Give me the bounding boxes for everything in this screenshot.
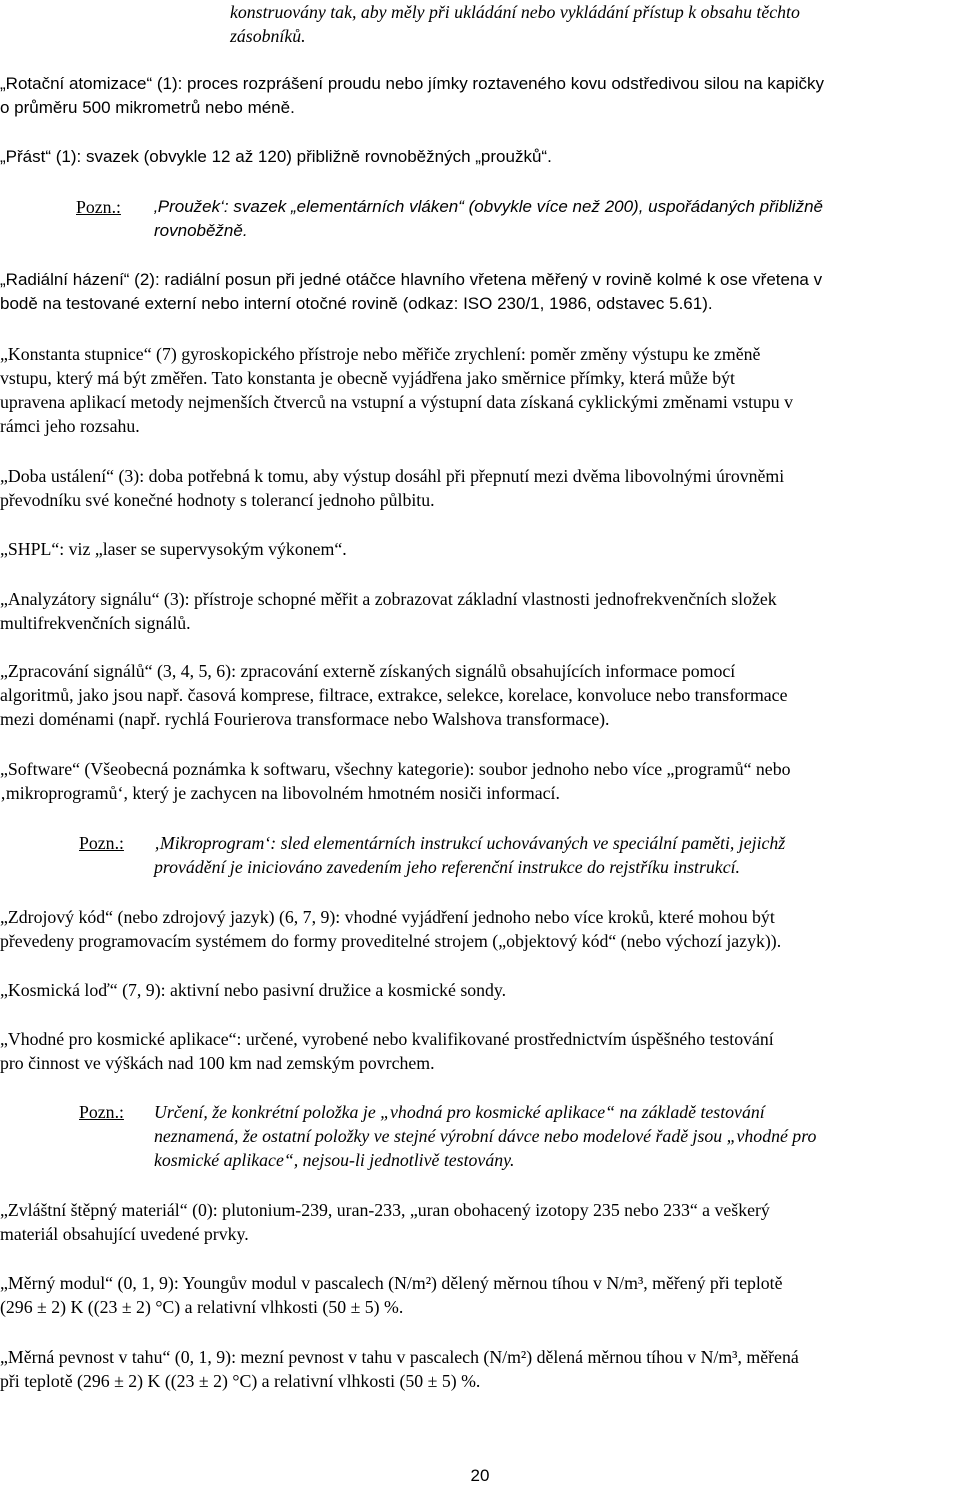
definition-zdrojovy-kod: „Zdrojový kód“ (nebo zdrojový jazyk) (6, 7, 9): vhodné vyjádření jednoho nebo více kroků, které mohou být převedeny programovacím systémem do formy proveditelné strojem („objektový kód“ (nebo výchozí jazyk)).	[0, 907, 782, 951]
note-kosmicke-aplikace: Určení, že konkrétní položka je „vhodná pro kosmické aplikace“ na základě testování neznamená, že ostatní položky ve stejné výrobní dávce nebo modelové řadě jsou „vhodné pro kosmické aplikace“, nejsou-li jednotlivě testovány.	[154, 1102, 817, 1170]
definition-rotacni-atomizace: „Rotační atomizace“ (1): proces rozprášení proudu nebo jímky roztaveného kovu odstředivou silou na kapičky o průměru 500 mikrometrů nebo méně.	[0, 74, 824, 117]
definition-prast: „Přást“ (1): svazek (obvykle 12 až 120) přibližně rovnoběžných „proužků“.	[0, 147, 552, 166]
definition-software: „Software“ (Všeobecná poznámka k softwaru, všechny kategorie): soubor jednoho nebo více „programů“ nebo ‚mikroprogramů‘, který je zachycen na libovolném hmotném nosiči informací.	[0, 759, 791, 803]
definition-merny-modul: „Měrný modul“ (0, 1, 9): Youngův modul v pascalech (N/m²) dělený měrnou tíhou v N/m³, měřený při teplotě (296 ± 2) K ((23 ± 2) °C) a relativní vlhkosti (50 ± 5) %.	[0, 1273, 783, 1317]
note-prouzek: ‚Proužek‘: svazek „elementárních vláken“ (obvykle více než 200), uspořádaných přibližně rovnoběžně.	[154, 197, 823, 240]
definition-doba-ustaleni: „Doba ustálení“ (3): doba potřebná k tomu, aby výstup dosáhl při přepnutí mezi dvěma libovolnými úrovněmi převodníku své konečné hodnoty s tolerancí jednoho půlbitu.	[0, 466, 785, 510]
definition-zvlastni-stepny-material: „Zvláštní štěpný materiál“ (0): plutonium-239, uran-233, „uran obohacený izotopy 235 nebo 233“ a veškerý materiál obsahující uvedené prvky.	[0, 1200, 770, 1244]
definition-analyzatory-signalu: „Analyzátory signálu“ (3): přístroje schopné měřit a zobrazovat základní vlastnosti jednofrekvenčních složek multifrekvenčních signálů.	[0, 589, 777, 633]
definition-kosmicka-lod: „Kosmická loď“ (7, 9): aktivní nebo pasivní družice a kosmické sondy.	[0, 980, 507, 1000]
definition-vhodne-pro-kosmicke-aplikace: „Vhodné pro kosmické aplikace“: určené, vyrobené nebo kvalifikované prostřednictvím úspěšného testování pro činnost ve výškách nad 100 km nad zemským povrchem.	[0, 1029, 774, 1073]
note-label: Pozn.:	[79, 833, 124, 853]
definition-zpracovani-signalu: „Zpracování signálů“ (3, 4, 5, 6): zpracování externě získaných signálů obsahujících informace pomocí algoritmů, jako jsou např. časová komprese, filtrace, extrakce, selekce, korelace, konvoluce nebo transformace mezi doménami (např. rychlá Fourierova transformace nebo Walshova transformace).	[0, 661, 788, 729]
definition-konstanta-stupnice: „Konstanta stupnice“ (7) gyroskopického přístroje nebo měřiče zrychlení: poměr změny výstupu ke změně vstupu, který má být změřen. Tato konstanta je obecně vyjádřena jako směrnice přímky, která může být upravena aplikací metody nejmenších čtverců na vstupní a výstupní data získaná cyklickými změnami vstupu v rámci jeho rozsahu.	[0, 344, 794, 436]
note-label: Pozn.:	[79, 1102, 124, 1122]
definition-merna-pevnost-v-tahu: „Měrná pevnost v tahu“ (0, 1, 9): mezní pevnost v tahu v pascalech (N/m²) dělená měrnou tíhou v N/m³, měřená při teplotě (296 ± 2) K ((23 ± 2) °C) a relativní vlhkosti (50 ± 5) %.	[0, 1347, 799, 1391]
note-mikroprogram: ‚Mikroprogram‘: sled elementárních instrukcí uchovávaných ve speciální paměti, jejichž provádění je iniciováno zavedením jeho referenční instrukce do rejstříku instrukcí.	[154, 833, 786, 877]
definition-shpl: „SHPL“: viz „laser se supervysokým výkonem“.	[0, 539, 347, 559]
page-number: 20	[470, 1466, 490, 1485]
definition-radialni-hazeni: „Radiální házení“ (2): radiální posun při jedné otáčce hlavního vřetena měřený v rovině kolmé k ose vřetena v bodě na testované externí nebo interní otočné rovině (odkaz: ISO 230/1, 1986, odstavec 5.61).	[0, 270, 823, 313]
note-label: Pozn.:	[76, 197, 121, 217]
paragraph-zasobniky-continued: konstruovány tak, aby měly při ukládání nebo vykládání přístup k obsahu těchto zásobníků.	[230, 2, 800, 46]
